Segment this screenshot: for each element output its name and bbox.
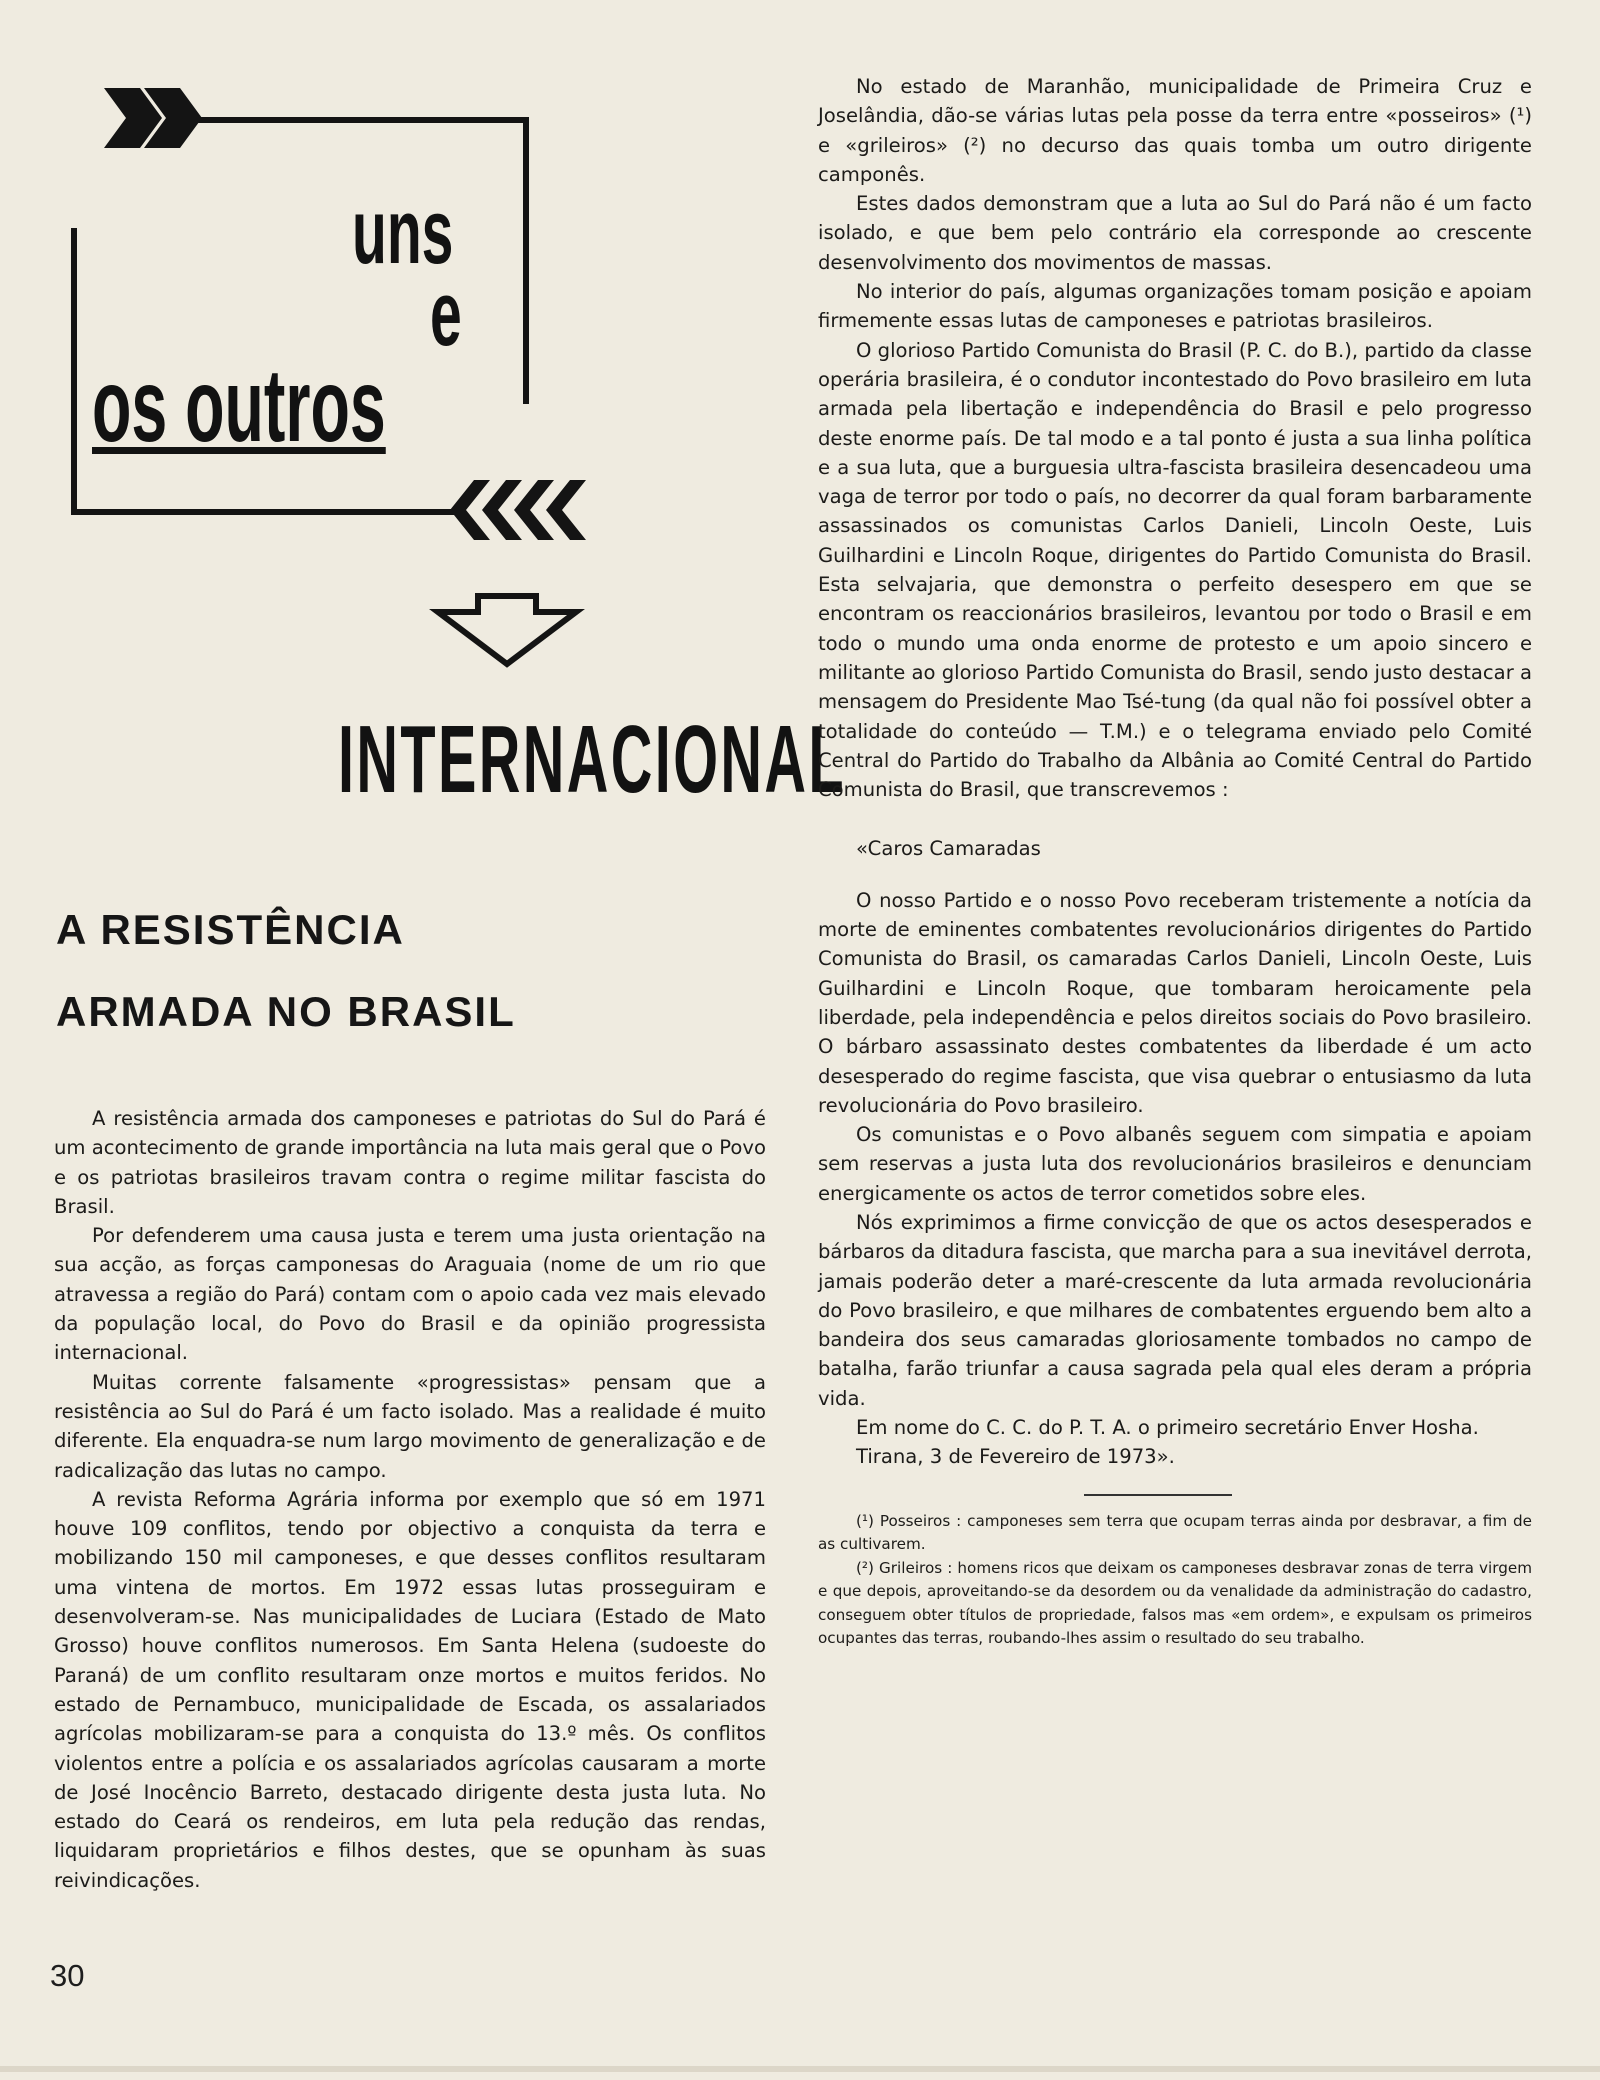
paragraph: A revista Reforma Agrária informa por exemplo que só em 1971 houve 109 conflitos, tendo por objectivo a conquista da terra e mobilizando 150 mil camponeses, e que desses conflitos resultaram uma vintena de mortos. Em 1972 essas lutas prosseguiram e desenvolveram-se. Nas municipalidades de Luciara (Estado de Mato Grosso) houve conflitos numerosos. Em Santa Helena (sudoeste do Paraná) de um conflito resultaram onze mortos e muitos feridos. No estado de Pernambuco, municipalidade de Escada, os assalariados agrícolas mobilizaram-se para a conquista do 13.º mês. Os conflitos violentos entre a polícia e os assalariados agrícolas causaram a morte de José Inocêncio Barreto, destacado dirigente desta justa luta. No estado do Ceará os rendeiros, em luta pela redução das rendas, liquidaram proprietários e filhos destes, que se opunham às suas reivindicações. <box>54 1487 766 1892</box>
page-edge <box>0 2066 1600 2072</box>
section-header <box>0 0 846 820</box>
header-word-uns: uns <box>352 181 454 283</box>
footnote: (²) Grileiros : homens ricos que deixam os camponeses desbravar zonas de terra virgem e que depois, aproveitando-se da desordem ou da venalidade da administração do cadastro, conseguem obter títulos de propriedade, falsos mas «em ordem», e expulsam os primeiros ocupantes das terras, roubando-lhes assim o resultado do seu trabalho. <box>818 1558 1532 1648</box>
article-title-line1: A RESISTÊNCIA <box>56 906 405 953</box>
paragraph: Estes dados demonstram que a luta ao Sul do Pará não é um facto isolado, e que bem pelo contrário ela corresponde ao crescente desenvolvimento dos movimentos de massas. <box>818 192 1532 274</box>
letter-signoff: Tirana, 3 de Fevereiro de 1973». <box>856 1445 1175 1469</box>
page-number: 30 <box>50 1958 85 1993</box>
down-arrow-icon <box>438 596 576 664</box>
letter-paragraph: Os comunistas e o Povo albanês seguem com simpatia e apoiam sem reservas a justa luta dos revolucionários brasileiros e denunciam energicamente os actos de terror cometidos sobre eles. <box>818 1123 1532 1205</box>
right-column <box>818 72 1532 1651</box>
section-title: INTERNACIONAL <box>338 706 846 813</box>
paragraph: A resistência armada dos camponeses e patriotas do Sul do Pará é um acontecimento de grande importância na luta mais geral que o Povo e os patriotas brasileiros travam contra o regime militar fascista do Brasil. <box>54 1107 766 1218</box>
paragraph: Por defenderem uma causa justa e terem uma justa orientação na sua acção, as forças camponesas do Araguaia (nome de um rio que atravessa a região do Pará) contam com o apoio cada vez mais elevado da população local, do Povo do Brasil e da opinião progressista internacional. <box>54 1224 766 1365</box>
footnote: (¹) Posseiros : camponeses sem terra que ocupam terras ainda por desbravar, a fim de as cultivarem. <box>818 1511 1532 1554</box>
left-column <box>54 1104 766 1895</box>
header-word-os-outros: os outros <box>92 348 386 464</box>
letter-paragraph: Nós exprimimos a firme convicção de que os actos desesperados e bárbaros da ditadura fascista, que marcha para a sua inevitável derrota, jamais poderão deter a maré-crescente da luta armada revolucionária do Povo brasileiro, e que milhares de combatentes erguendo bem alto a bandeira dos seus camaradas gloriosamente tombados no campo de batalha, farão triunfar a causa sagrada pela qual eles deram a própria vida. <box>818 1210 1532 1410</box>
letter-paragraph: Em nome do C. C. do P. T. A. o primeiro secretário Enver Hosha. <box>856 1416 1479 1440</box>
letter-salutation: «Caros Camaradas <box>856 837 1041 861</box>
header-word-e: e <box>430 263 462 365</box>
paragraph: No interior do país, algumas organizações tomam posição e apoiam firmemente essas lutas de camponeses e patriotas brasileiros. <box>818 280 1532 333</box>
paragraph: Muitas corrente falsamente «progressistas» pensam que a resistência ao Sul do Pará é um facto isolado. Mas a realidade é muito diferente. Ela enquadra-se num largo movimento de generalização e de radicalização das lutas no campo. <box>54 1370 766 1482</box>
double-chevron-right-icon <box>104 88 202 148</box>
letter-paragraph: O nosso Partido e o nosso Povo receberam tristemente a notícia da morte de eminentes combatentes revolucionários dirigentes do Partido Comunista do Brasil, os camaradas Carlos Danieli, Lincoln Oeste, Luis Guilhardini e Lincoln Roque, que tombaram heroicamente pela liberdade, pela independência e pelos direitos sociais do Povo brasileiro. O bárbaro assassinato destes combatentes da liberdade é um acto desesperado do regime fascista, que visa quebrar o entusiasmo da luta revolucionária do Povo brasileiro. <box>818 888 1532 1117</box>
quadruple-chevron-left-icon <box>450 480 586 540</box>
paragraph: No estado de Maranhão, municipalidade de Primeira Cruz e Joselândia, dão-se várias lutas pela posse da terra entre «posseiros» (¹) e «grileiros» (²) no decurso das quais tomba um outro dirigente camponês. <box>818 75 1532 186</box>
footnote-divider <box>1084 1494 1232 1496</box>
article-title-line2: ARMADA NO BRASIL <box>56 988 516 1035</box>
paragraph: O glorioso Partido Comunista do Brasil (P. C. do B.), partido da classe operária brasileira, é o condutor incontestado do Povo brasileiro em luta armada pela libertação e independência do Brasil e pelo progresso deste enorme país. De tal modo e a tal ponto é justa a sua linha política e a sua luta, que a burguesia ultra-fascista brasileira desencadeou uma vaga de terror por todo o país, no decorrer da qual foram barbaramente assassinados os comunistas Carlos Danieli, Lincoln Oeste, Luis Guilhardini e Lincoln Roque, dirigentes do Partido Comunista do Brasil. Esta selvajaria, que demonstra o perfeito desespero em que se encontram os reaccionários brasileiros, levantou por todo o Brasil e em todo o mundo uma onda enorme de protesto e um apoio sincero e militante ao glorioso Partido Comunista do Brasil, sendo justo destacar a mensagem do Presidente Mao Tsé-tung (da qual não foi possível obter a totalidade do conteúdo — T.M.) e o telegrama enviado pelo Comité Central do Partido do Trabalho da Albânia ao Comité Central do Partido Comunista do Brasil, que transcrevemos : <box>818 338 1532 802</box>
